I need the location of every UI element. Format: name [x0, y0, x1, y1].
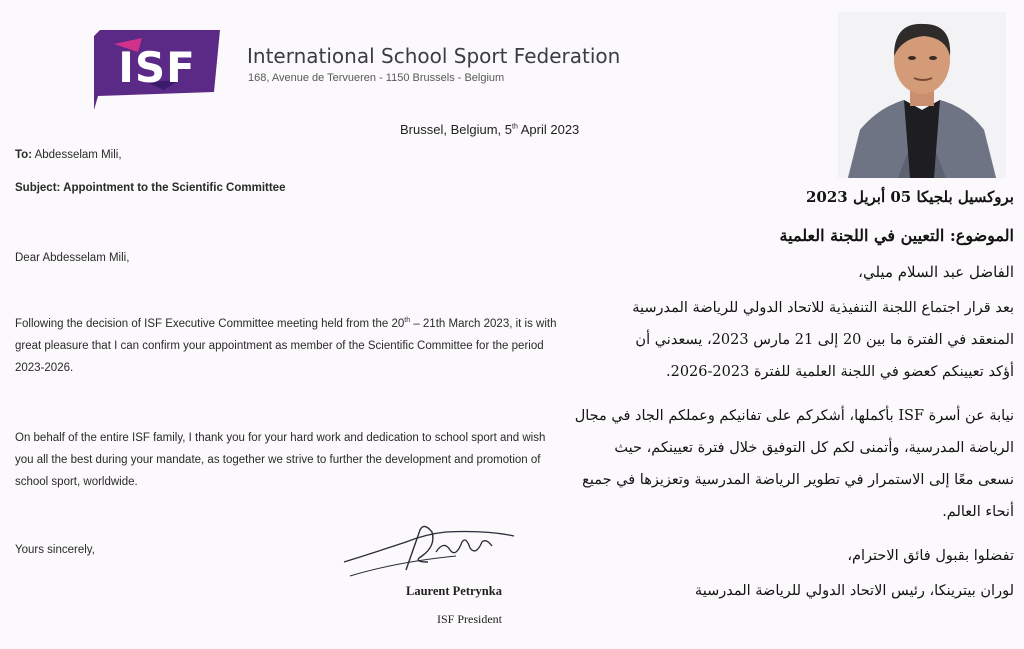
arabic-date: بروكسيل بلجيكا 05 أبريل 2023 — [806, 188, 1014, 206]
closing: Yours sincerely, — [15, 544, 95, 556]
arabic-line: نيابة عن أسرة ISF بأكملها، أشكركم على تفانيكم وعملكم الجاد في مجال — [574, 408, 1014, 424]
arabic-line: المنعقد في الفترة ما بين 20 إلى 21 مارس 2023، يسعدني أن — [635, 332, 1014, 348]
arabic-line: الرياضة المدرسية، وأتمنى لكم كل التوفيق خلال فترة تعيينكم، حيث — [614, 440, 1014, 456]
recipient-line: To: Abdesselam Mili, — [15, 149, 122, 161]
portrait-photo — [838, 12, 1006, 178]
arabic-line: أؤكد تعيينكم كعضو في اللجنة العلمية للفترة 2023-2026. — [666, 364, 1014, 380]
greeting: Dear Abdesselam Mili, — [15, 252, 130, 264]
arabic-line: نسعى معًا إلى الاستمرار في تطوير الرياضة المدرسية وتعزيزها في جميع — [582, 472, 1014, 488]
arabic-line: أنحاء العالم. — [942, 504, 1014, 520]
signer-name: Laurent Petrynka — [406, 584, 502, 598]
isf-logo — [94, 30, 220, 110]
organization-address: 168, Avenue de Tervueren - 1150 Brussels - Belgium — [248, 72, 505, 84]
signer-title: ISF President — [437, 612, 503, 626]
arabic-closing: تفضلوا بقبول فائق الاحترام، — [847, 548, 1014, 564]
arabic-greeting: الفاضل عبد السلام ميلي، — [858, 263, 1014, 281]
arabic-paragraph-2 — [575, 400, 1014, 528]
subject-line: Subject: Appointment to the Scientific Committee — [15, 182, 286, 194]
logo-text: ISF — [118, 43, 196, 92]
body-paragraph-2: On behalf of the entire ISF family, I thank you for your hard work and dedication to school sport and wish you all the best during your mandate, as together we strive to further the development and promotion of school sport, worldwide. — [15, 432, 546, 488]
organization-name: International School Sport Federation — [247, 44, 621, 68]
handwritten-signature — [336, 512, 526, 582]
arabic-signature-line: لوران بيترينكا، رئيس الاتحاد الدولي للرياضة المدرسية — [694, 583, 1014, 599]
letter-date: Brussel, Belgium, 5th April 2023 — [400, 122, 580, 137]
arabic-subject: الموضوع: التعيين في اللجنة العلمية — [779, 226, 1014, 245]
arabic-paragraph-1 — [632, 292, 1014, 388]
arabic-line: بعد قرار اجتماع اللجنة التنفيذية للاتحاد الدولي للرياضة المدرسية — [632, 300, 1014, 316]
body-paragraph-1: Following the decision of ISF Executive Committee meeting held from the 20th – 21th March 2023, it is with great pleasure that I can confirm your appointment as member of the Scientific Committee for the period 2023-2026. — [15, 317, 557, 374]
